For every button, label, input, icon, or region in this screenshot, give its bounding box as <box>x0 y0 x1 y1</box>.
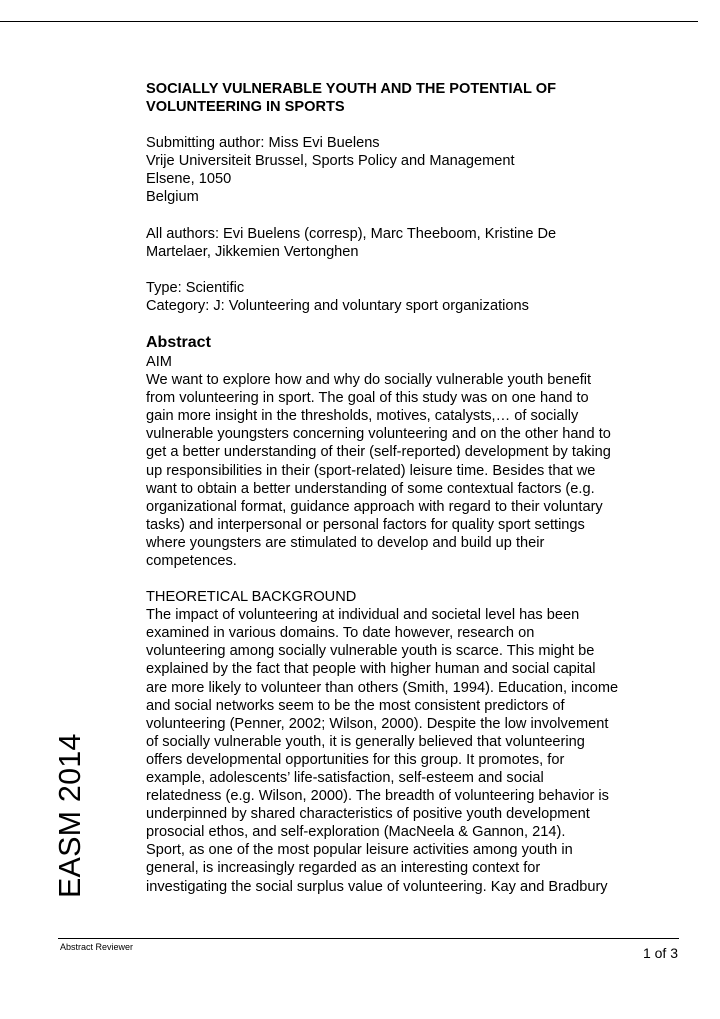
background-line: prosocial ethos, and self-exploration (MacNeela & Gannon, 214). <box>146 824 566 841</box>
affiliation: Vrije Universiteit Brussel, Sports Policy and Management <box>146 153 515 170</box>
city: Elsene, 1050 <box>146 171 232 188</box>
aim-line: We want to explore how and why do socially vulnerable youth benefit <box>146 372 592 389</box>
aim-line: organizational format, guidance approach with regard to their voluntary <box>146 498 603 515</box>
background-line: volunteering among socially vulnerable youth is scarce. This might be <box>146 643 595 660</box>
all-authors-block <box>146 225 691 261</box>
top-rule <box>0 21 698 22</box>
conference-side-label: EASM 2014 <box>53 733 87 898</box>
aim-heading: AIM <box>146 353 172 370</box>
document-title <box>146 80 691 116</box>
aim-line: competences. <box>146 552 237 569</box>
type-category-block <box>146 279 691 315</box>
submitting-author-block <box>146 134 691 206</box>
aim-line: get a better understanding of their (self-reported) development by taking <box>146 444 611 461</box>
document-body <box>146 80 691 896</box>
authors-line: Martelaer, Jikkemien Vertonghen <box>146 243 359 260</box>
abstract-heading: Abstract <box>146 333 211 351</box>
background-heading: THEORETICAL BACKGROUND <box>146 589 357 606</box>
background-line: examined in various domains. To date however, research on <box>146 625 535 642</box>
background-line: of socially vulnerable youth, it is generally believed that volunteering <box>146 733 585 750</box>
aim-line: vulnerable youngsters concerning volunteering and on the other hand to <box>146 426 611 443</box>
aim-line: from volunteering in sport. The goal of this study was on one hand to <box>146 390 589 407</box>
background-section <box>146 588 691 896</box>
background-line: relatedness (e.g. Wilson, 2000). The breadth of volunteering behavior is <box>146 788 609 805</box>
background-line: and social networks seem to be the most consistent predictors of <box>146 697 565 714</box>
authors-line: All authors: Evi Buelens (corresp), Marc Theeboom, Kristine De <box>146 225 557 242</box>
background-line: offers developmental opportunities for this group. It promotes, for <box>146 751 565 768</box>
type-line: Type: Scientific <box>146 279 245 296</box>
category-line: Category: J: Volunteering and voluntary sport organizations <box>146 297 529 314</box>
background-line: Sport, as one of the most popular leisure activities among youth in <box>146 842 573 859</box>
background-line: general, is increasingly regarded as an interesting context for <box>146 860 541 877</box>
aim-section <box>146 353 691 570</box>
background-line: underpinned by shared characteristics of positive youth development <box>146 806 590 823</box>
background-line: investigating the social surplus value of volunteering. Kay and Bradbury <box>146 878 608 895</box>
title-line: VOLUNTEERING IN SPORTS <box>146 99 345 116</box>
submitting-author: Submitting author: Miss Evi Buelens <box>146 135 380 152</box>
aim-line: tasks) and interpersonal or personal factors for quality sport settings <box>146 516 585 533</box>
aim-line: up responsibilities in their (sport-related) leisure time. Besides that we <box>146 462 596 479</box>
country: Belgium <box>146 189 199 206</box>
footer-rule <box>58 938 679 939</box>
background-line: example, adolescents’ life-satisfaction, self-esteem and social <box>146 770 544 786</box>
background-line: are more likely to volunteer than others (Smith, 1994). Education, income <box>146 679 619 696</box>
background-line: explained by the fact that people with higher human and social capital <box>146 661 596 678</box>
background-line: volunteering (Penner, 2002; Wilson, 2000). Despite the low involvement <box>146 715 609 732</box>
aim-line: gain more insight in the thresholds, motives, catalysts,… of socially <box>146 408 579 425</box>
aim-line: where youngsters are stimulated to develop and build up their <box>146 534 545 551</box>
aim-line: want to obtain a better understanding of some contextual factors (e.g. <box>146 480 595 497</box>
page-number: 1 of 3 <box>642 945 678 961</box>
footer-reviewer-label: Abstract Reviewer <box>60 942 134 952</box>
title-line: SOCIALLY VULNERABLE YOUTH AND THE POTENTIAL OF <box>146 81 557 97</box>
background-line: The impact of volunteering at individual and societal level has been <box>146 607 580 624</box>
